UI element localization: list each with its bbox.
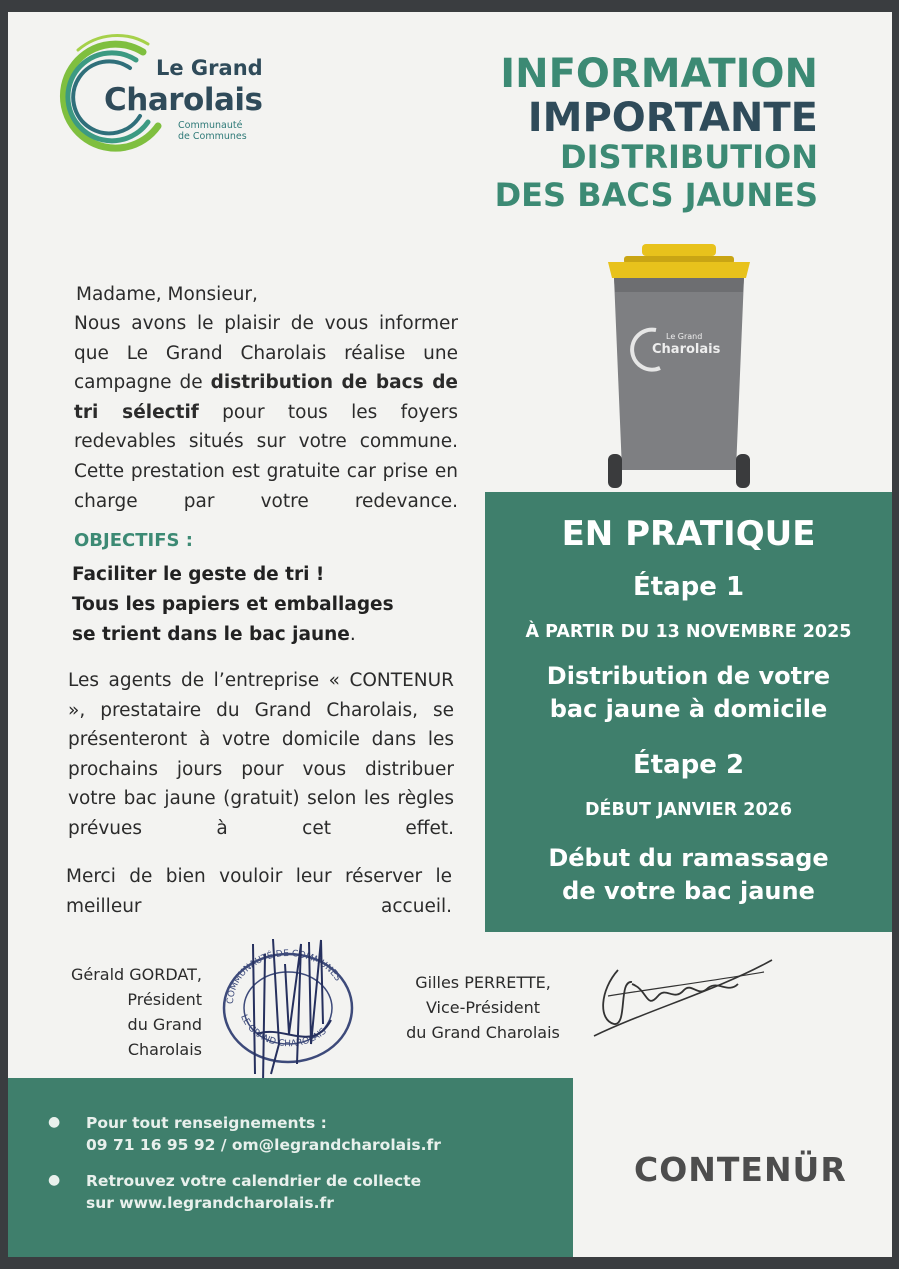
- step-2-date: DÉBUT JANVIER 2026: [584, 800, 793, 820]
- signatory-president: Gérald GORDAT, Président du Grand Charolais: [70, 965, 202, 1059]
- svg-text:COMMUNAUTÉ DE COMMUNES: COMMUNAUTÉ DE COMMUNES: [225, 948, 343, 1005]
- bullet-icon: ●: [48, 1114, 61, 1130]
- step-1-label: Étape 1: [632, 572, 745, 602]
- intro-paragraph: Nous avons le plaisir de vous informer que Le Grand Charolais réalise une campagne de distribution de bacs de tri sélectif pour tous les foyers redevables situés sur votre commune. Cette prestation est gratuite car prise en charge par votre redevance.: [74, 313, 458, 512]
- logo-subtitle: Communauté de Communes: [178, 120, 247, 142]
- bullet-icon: ●: [48, 1172, 61, 1188]
- title-line-1: INFORMATION: [500, 51, 818, 97]
- footer-panel: [8, 1078, 573, 1257]
- signature-scribble-icon: [588, 950, 778, 1040]
- objectives-label: OBJECTIFS :: [74, 530, 193, 551]
- step-1-description: Distribution de votre bac jaune à domicile: [546, 662, 831, 723]
- calendar-line-1: Retrouvez votre calendrier de collecte: [86, 1172, 422, 1190]
- step-2-label: Étape 2: [632, 750, 745, 780]
- practice-title: EN PRATIQUE: [561, 514, 816, 554]
- official-stamp-icon: [213, 924, 363, 1084]
- contact-info: 09 71 16 95 92 / om@legrandcharolais.fr: [86, 1136, 441, 1154]
- info-label: Pour tout renseignements :: [86, 1114, 327, 1132]
- step-2-description: Début du ramassage de votre bac jaune: [548, 844, 829, 905]
- contenur-logo: CONTENÜR: [634, 1150, 847, 1189]
- logo-prefix: Le Grand: [156, 56, 263, 80]
- closing-paragraph: Merci de bien vouloir leur réserver le meilleur accueil.: [66, 866, 452, 917]
- flyer-page: [8, 12, 892, 1257]
- subtitle-line-1: DISTRIBUTION: [560, 138, 818, 176]
- bin-logo-prefix: Le Grand: [666, 332, 703, 341]
- subtitle-line-2: DES BACS JAUNES: [494, 176, 818, 214]
- objectives-text: Faciliter le geste de tri ! Tous les papiers et emballages se trient dans le bac jaune.: [72, 564, 394, 645]
- agents-paragraph: Les agents de l’entreprise « CONTENUR », prestataire du Grand Charolais, se présenteront à votre domicile dans les prochains jours pour vous distribuer votre bac jaune (gratuit) selon les règles prévues à cet effet.: [68, 670, 454, 839]
- greeting: Madame, Monsieur,: [76, 284, 258, 305]
- signatory-vice-president: Gilles PERRETTE, Vice-Président du Grand Charolais: [406, 973, 560, 1042]
- bin-logo-name: Charolais: [652, 342, 721, 357]
- title-line-2: IMPORTANTE: [527, 95, 818, 141]
- svg-text:LE GRAND CHAROLAIS: LE GRAND CHAROLAIS: [238, 1013, 329, 1050]
- step-1-date: À PARTIR DU 13 NOVEMBRE 2025: [525, 622, 852, 642]
- calendar-line-2: sur www.legrandcharolais.fr: [86, 1194, 334, 1212]
- yellow-bin-icon: [604, 242, 754, 490]
- logo-name: Charolais: [104, 82, 263, 118]
